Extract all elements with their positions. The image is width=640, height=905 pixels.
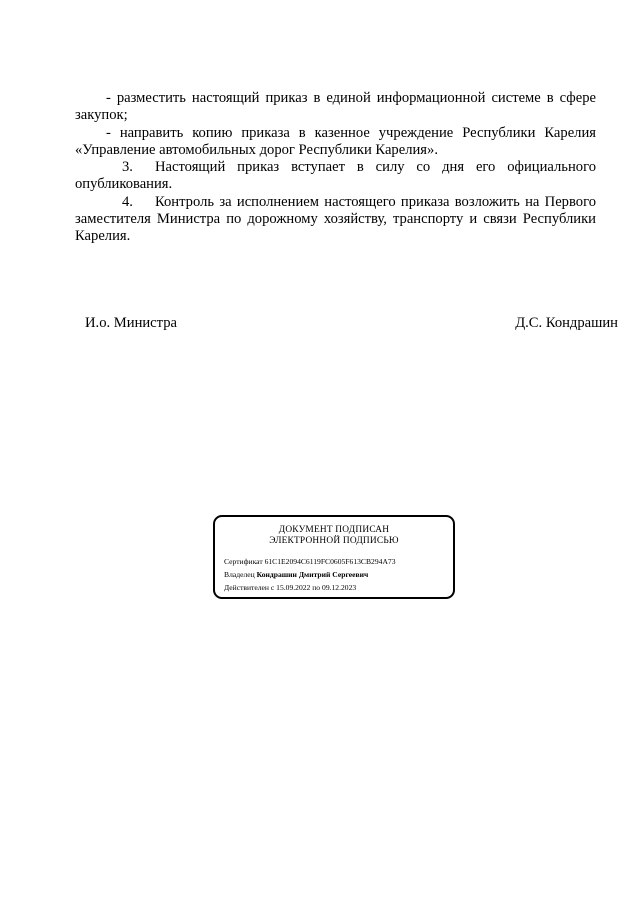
stamp-validity-row bbox=[224, 583, 356, 593]
certificate-label: Сертификат bbox=[224, 557, 263, 566]
paragraph-publish-procurement: - разместить настоящий приказ в единой информационной системе в сфере закупок; bbox=[75, 90, 596, 124]
stamp-owner-row bbox=[224, 570, 368, 580]
valid-to-prefix: по bbox=[312, 583, 321, 592]
document-body bbox=[75, 90, 596, 246]
valid-label: Действителен bbox=[224, 583, 269, 592]
paragraph-4-number: 4. bbox=[122, 193, 133, 210]
paragraph-3 bbox=[75, 159, 596, 194]
signatory-position: И.о. Министра bbox=[85, 315, 177, 331]
stamp-title-line1: ДОКУМЕНТ ПОДПИСАН bbox=[278, 525, 390, 535]
electronic-signature-stamp bbox=[213, 515, 455, 599]
valid-to-date: 09.12.2023 bbox=[322, 583, 357, 592]
owner-label: Владелец bbox=[224, 570, 255, 579]
stamp-certificate-row bbox=[224, 557, 396, 567]
valid-from-date: 15.09.2022 bbox=[276, 583, 311, 592]
paragraph-3-number: 3. bbox=[122, 159, 133, 176]
paragraph-3-text: Настоящий приказ вступает в силу со дня его официального опубликования. bbox=[75, 159, 596, 193]
paragraph-send-copy: - направить копию приказа в казенное учреждение Республики Карелия «Управление автомобильных дорог Республики Карелия». bbox=[75, 124, 596, 158]
signatory-name: Д.С. Кондрашин bbox=[515, 315, 618, 331]
valid-from-prefix: с bbox=[270, 583, 275, 592]
paragraph-4-text: Контроль за исполнением настоящего приказа возложить на Первого заместителя Министра по дорожному хозяйству, транспорту и связи Республики Карелия. bbox=[75, 193, 596, 245]
certificate-value: 61C1E2094C6119FC0605F613CB294A73 bbox=[264, 557, 396, 566]
stamp-title-line2: ЭЛЕКТРОННОЙ ПОДПИСЬЮ bbox=[269, 536, 399, 546]
owner-value: Кондрашин Дмитрий Сергеевич bbox=[256, 570, 369, 579]
paragraph-4 bbox=[75, 194, 596, 246]
